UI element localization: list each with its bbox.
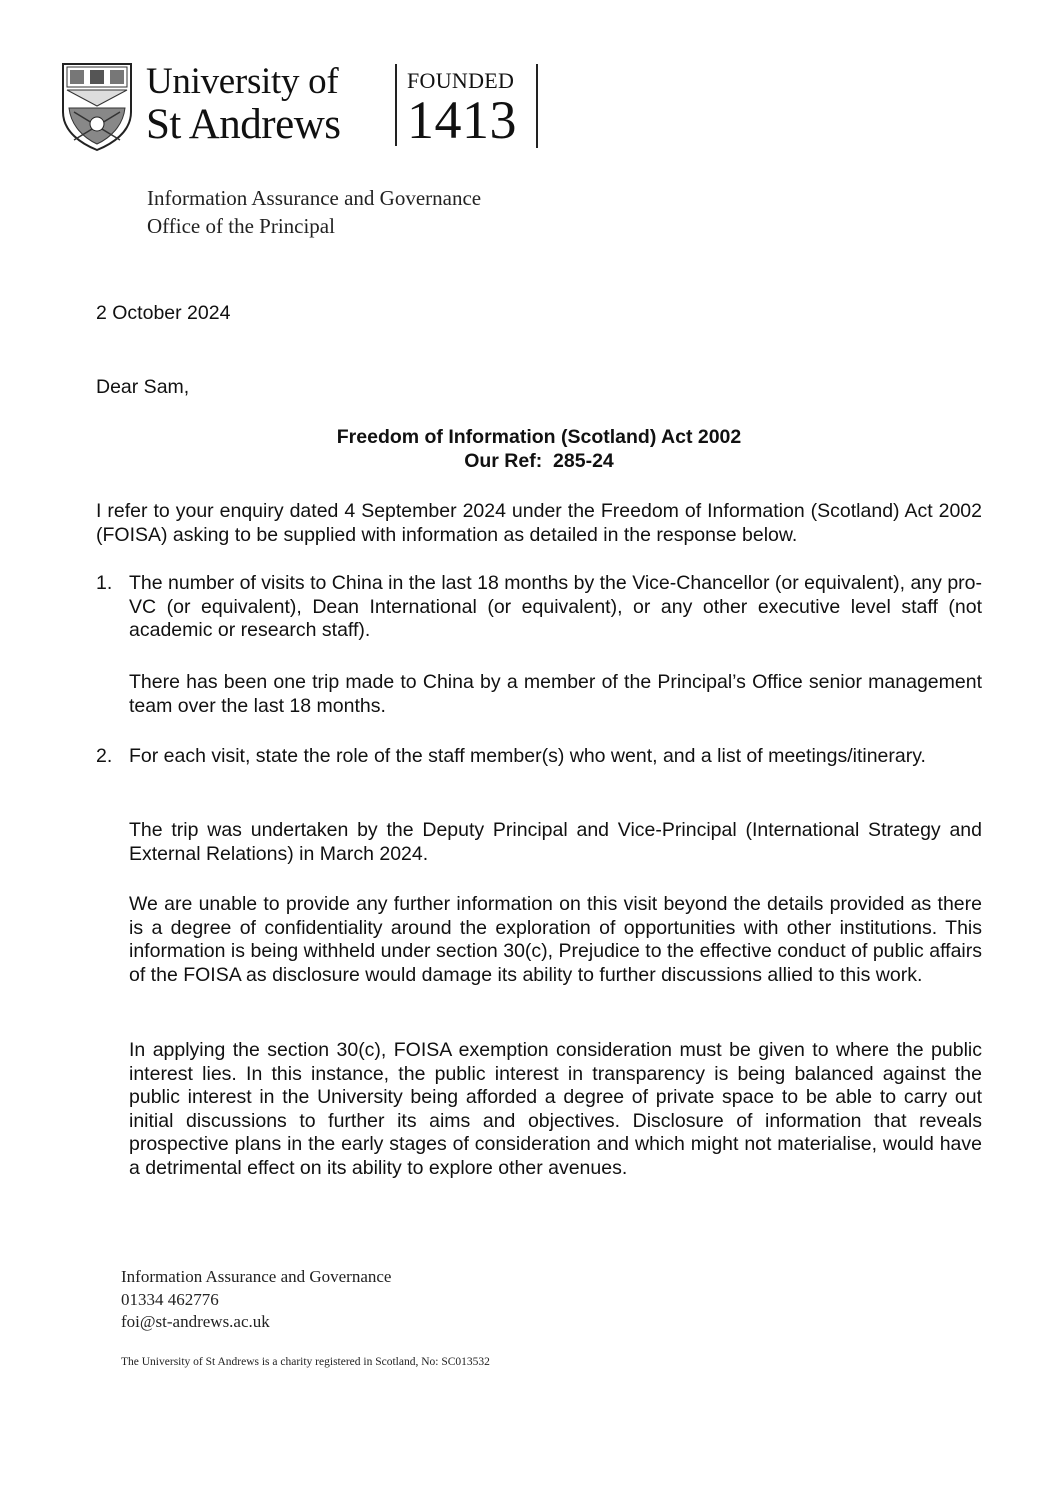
department-block [147,184,481,240]
founded-label: FOUNDED [407,68,515,93]
answer-2b: We are unable to provide any further information on this visit beyond the details provided as there is a degree of confidentiality around the exploration of opportunities with other institutions. This information is being withheld under section 30(c), Prejudice to the effective conduct of public affairs of the FOISA as disclosure would damage its ability to further discussions allied to this work. [129,893,982,986]
department-line2: Office of the Principal [147,214,335,238]
question-1: The number of visits to China in the last 18 months by the Vice-Chancellor (or equivalent), any pro-VC (or equivalent), Dean International (or equivalent), or any other executive level staff (not academic or research staff). [129,572,982,642]
university-crest-icon [60,60,134,152]
footer-contact [121,1266,391,1334]
answer-2a: The trip was undertaken by the Deputy Principal and Vice-Principal (International Strategy and External Relations) in March 2024. [129,819,982,865]
question-2: For each visit, state the role of the staff member(s) who went, and a list of meetings/itinerary. [129,745,926,767]
logo-divider [395,64,397,146]
answer-2c: In applying the section 30(c), FOISA exemption consideration must be given to where the public interest lies. In this instance, the public interest in transparency is being balanced against the public interest in the University being afforded a degree of private space to be able to carry out initial discussions to further its aims and objectives. Disclosure of information that reveals prospective plans in the early stages of consideration and which might not materialise, would have a detrimental effect on its ability to explore other avenues. [129,1039,982,1179]
footer-email[interactable]: foi@st-andrews.ac.uk [121,1312,270,1331]
item-number: 1. [96,572,113,594]
university-logo [60,60,550,152]
footer-department: Information Assurance and Governance [121,1267,392,1286]
answer-1: There has been one trip made to China by a member of the Principal’s Office senior management team over the last 18 months. [129,671,982,717]
logo-divider-right [536,64,538,148]
charity-notice: The University of St Andrews is a charity registered in Scotland, No: SC013532 [121,1356,490,1368]
footer-phone: 01334 462776 [121,1289,219,1309]
item-number: 2. [96,745,113,767]
letter-date: 2 October 2024 [96,302,231,324]
intro-paragraph: I refer to your enquiry dated 4 September 2024 under the Freedom of Information (Scotland) Act 2002 (FOISA) asking to be supplied with information as detailed in the response below. [96,500,982,546]
university-name-line1: University of [146,61,339,102]
letter-heading [96,426,982,473]
department-line1: Information Assurance and Governance [147,186,482,210]
university-name-line2: St Andrews [146,101,341,148]
founded-year: 1413 [407,90,517,150]
heading-title: Freedom of Information (Scotland) Act 2002 [336,426,742,448]
salutation: Dear Sam, [96,376,190,398]
heading-reference: Our Ref: 285-24 [464,449,614,472]
